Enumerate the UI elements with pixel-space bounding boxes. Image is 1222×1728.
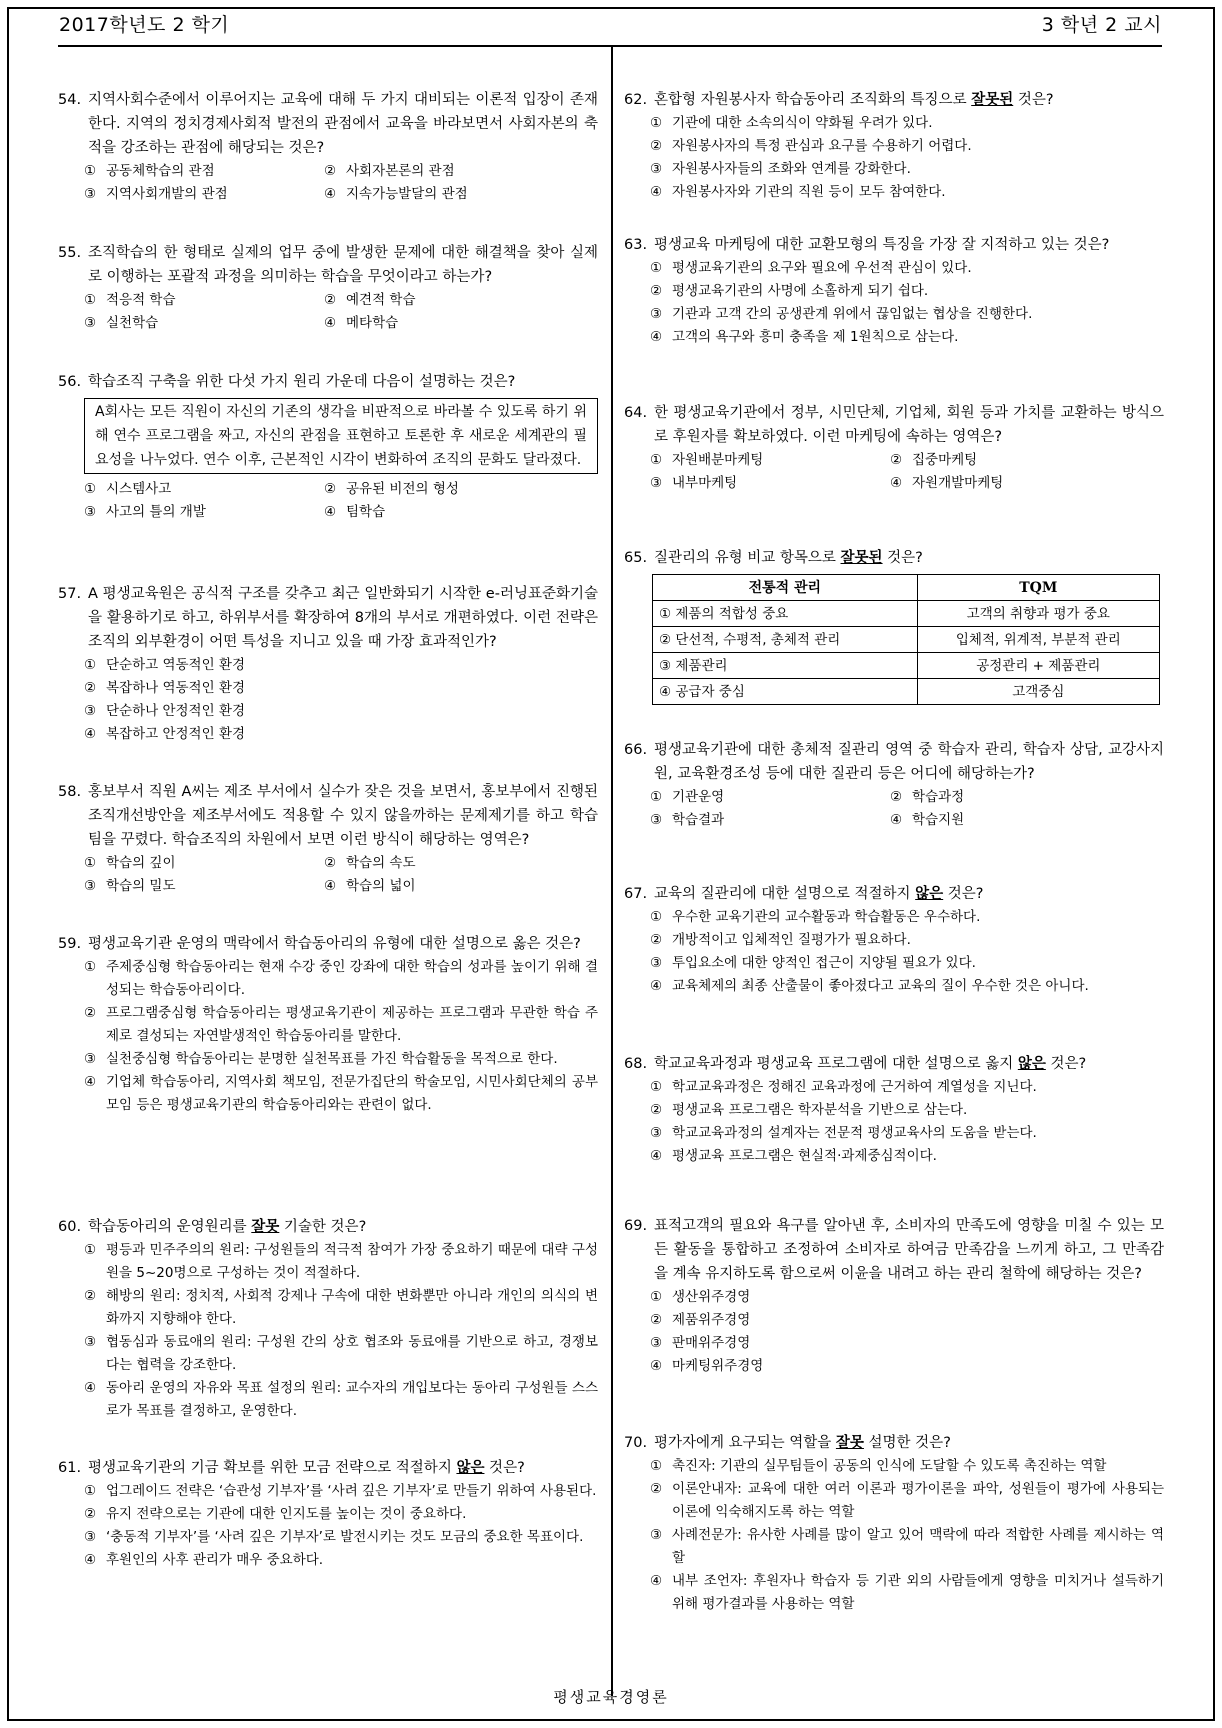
question-text: 표적고객의 필요와 욕구를 알아낸 후, 소비자의 만족도에 영향을 미칠 수 있는 모든 활동을 통합하고 조정하여 소비자로 하여금 만족감을 느끼게 하고, 그 만족감을 계속 유지하도록 함으로써 이윤을 내려고 하는 관리 철학에 해당하는 것은? (654, 1218, 1164, 1282)
option-1[interactable]: ① 기관운영 (650, 789, 725, 805)
option-3[interactable]: ③ 사례전문가: 유사한 사례를 많이 알고 있어 맥락에 따라 적합한 사례를 제시하는 역할 (650, 1527, 1164, 1566)
option-1[interactable]: ① 단순하고 역동적인 환경 (84, 657, 245, 673)
option-4[interactable]: ④ 지속가능발달의 관점 (324, 186, 468, 202)
question-text: 평생교육 마케팅에 대한 교환모형의 특징을 가장 잘 지적하고 있는 것은? (654, 237, 1110, 253)
question-60 (58, 1215, 598, 1423)
question-64 (624, 401, 1164, 495)
table-cell: ③ 제품관리 (653, 653, 918, 679)
option-4[interactable]: ④ 교육체제의 최종 산출물이 좋아졌다고 교육의 질이 우수한 것은 아니다. (650, 978, 1089, 994)
option-2[interactable]: ② 평생교육기관의 사명에 소홀하게 되기 쉽다. (650, 283, 929, 299)
question-number: 58. (58, 784, 82, 800)
option-3[interactable]: ③ 자원봉사자들의 조화와 연계를 강화한다. (650, 161, 911, 177)
option-4[interactable]: ④ 동아리 운영의 자유와 목표 설정의 원리: 교수자의 개입보다는 동아리 구성원들 스스로가 목표를 결정하고, 운영한다. (84, 1380, 598, 1419)
emphasis-underline: 잘못된 (840, 550, 883, 566)
option-4[interactable]: ④ 학습의 넓이 (324, 878, 416, 894)
emphasis-underline: 잘못된 (971, 92, 1014, 108)
table-row[interactable] (653, 627, 1160, 653)
question-text: 교육의 질관리에 대한 설명으로 적절하지 않은 것은? (654, 886, 984, 902)
option-2[interactable]: ② 학습과정 (890, 789, 965, 805)
option-2[interactable]: ② 유지 전략으로는 기관에 대한 인지도를 높이는 것이 중요하다. (84, 1506, 467, 1522)
question-text: 지역사회수준에서 이루어지는 교육에 대해 두 가지 대비되는 이론적 입장이 존재한다. 지역의 정치경제사회적 발전의 관점에서 교육을 바라보면서 사회자본의 축적을 강조하는 관점에 해당되는 것은? (88, 92, 598, 156)
header-year-semester: 2017학년도 2 학기 (59, 14, 230, 36)
question-69 (624, 1214, 1164, 1378)
option-1[interactable]: ① 시스템사고 (84, 481, 172, 497)
question-56 (58, 370, 598, 524)
option-3[interactable]: ③ 지역사회개발의 관점 (84, 186, 228, 202)
question-number: 70. (624, 1435, 648, 1451)
header-rule (58, 45, 1162, 47)
option-4[interactable]: ④ 평생교육 프로그램은 현실적·과제중심적이다. (650, 1148, 937, 1164)
option-4[interactable]: ④ 마케팅위주경영 (650, 1358, 764, 1374)
option-3[interactable]: ③ ‘충동적 기부자’를 ‘사려 깊은 기부자’로 발전시키는 것도 모금의 중요한 목표이다. (84, 1529, 584, 1545)
table-cell: ④ 공급자 중심 (653, 679, 918, 705)
table-row[interactable] (653, 653, 1160, 679)
option-1[interactable]: ① 적응적 학습 (84, 292, 176, 308)
option-3[interactable]: ③ 학교교육과정의 설계자는 전문적 평생교육사의 도움을 받는다. (650, 1125, 1037, 1141)
option-2[interactable]: ② 사회자본론의 관점 (324, 163, 455, 179)
option-1[interactable]: ① 생산위주경영 (650, 1289, 751, 1305)
option-3[interactable]: ③ 투입요소에 대한 양적인 접근이 지양될 필요가 있다. (650, 955, 976, 971)
option-3[interactable]: ③ 사고의 틀의 개발 (84, 504, 206, 520)
question-number: 61. (58, 1460, 82, 1476)
table-header-row (653, 575, 1160, 601)
question-57 (58, 582, 598, 746)
table-row[interactable] (653, 601, 1160, 627)
option-4[interactable]: ④ 메타학습 (324, 315, 399, 331)
question-number: 62. (624, 92, 648, 108)
header-grade-period: 3 학년 2 교시 (1041, 14, 1162, 36)
option-1[interactable]: ① 공동체학습의 관점 (84, 163, 215, 179)
options (650, 449, 1164, 495)
question-text: 학습조직 구축을 위한 다섯 가지 원리 가운데 다음이 설명하는 것은? (88, 374, 516, 390)
option-3[interactable]: ③ 실천학습 (84, 315, 159, 331)
question-text: 학습동아리의 운영원리를 잘못 기술한 것은? (88, 1219, 367, 1235)
question-number: 63. (624, 237, 648, 253)
question-number: 68. (624, 1056, 648, 1072)
option-3[interactable]: ③ 학습결과 (650, 812, 725, 828)
table-row[interactable] (653, 679, 1160, 705)
options (84, 289, 598, 335)
question-number: 65. (624, 550, 648, 566)
option-1[interactable]: ① 학습의 깊이 (84, 855, 176, 871)
comparison-table (652, 574, 1160, 705)
question-63 (624, 233, 1164, 349)
option-2[interactable]: ② 프로그램중심형 학습동아리는 평생교육기관이 제공하는 프로그램과 무관한 학습 주제로 결성되는 자연발생적인 학습동아리를 말한다. (84, 1005, 598, 1044)
option-4[interactable]: ④ 내부 조언자: 후원자나 학습자 등 기관 외의 사람들에게 영향을 미치거나 설득하기 위해 평가결과를 사용하는 역할 (650, 1573, 1164, 1612)
question-58 (58, 780, 598, 898)
options (84, 478, 598, 524)
option-4[interactable]: ④ 학습지원 (890, 812, 965, 828)
question-number: 56. (58, 374, 82, 390)
option-1[interactable]: ① 주제중심형 학습동아리는 현재 수강 중인 강좌에 대한 학습의 성과를 높이기 위해 결성되는 학습동아리이다. (84, 959, 598, 998)
options (84, 852, 598, 898)
table-header: TQM (917, 575, 1159, 601)
option-4[interactable]: ④ 고객의 욕구와 흥미 충족을 제 1원칙으로 삼는다. (650, 329, 959, 345)
option-2[interactable]: ② 개방적이고 입체적인 질평가가 필요하다. (650, 932, 911, 948)
column-divider (611, 46, 613, 1696)
option-4[interactable]: ④ 팀학습 (324, 504, 386, 520)
emphasis-underline: 않은 (456, 1460, 485, 1476)
question-text: A 평생교육원은 공식적 구조를 갖추고 최근 일반화되기 시작한 e-러닝표준화기술을 활용하기로 하고, 하위부서를 확장하여 8개의 부서로 개편하였다. 이런 전략은 조직의 외부환경이 어떤 특성을 지니고 있을 때 가장 효과적인가? (88, 586, 598, 650)
question-text: 한 평생교육기관에서 정부, 시민단체, 기업체, 회원 등과 가치를 교환하는 방식으로 후원자를 확보하였다. 이런 마케팅에 속하는 영역은? (654, 405, 1164, 445)
question-text: 혼합형 자원봉사자 학습동아리 조직화의 특징으로 잘못된 것은? (654, 92, 1054, 108)
question-number: 55. (58, 245, 82, 261)
question-text: 평생교육기관의 기금 확보를 위한 모금 전략으로 적절하지 않은 것은? (88, 1460, 525, 1476)
option-4[interactable]: ④ 기업체 학습동아리, 지역사회 책모임, 전문가집단의 학술모임, 시민사회단체의 공부모임 등은 평생교육기관의 학습동아리와는 관련이 없다. (84, 1074, 598, 1113)
question-text: 평생교육기관에 대한 총체적 질관리 영역 중 학습자 관리, 학습자 상담, 교강사지원, 교육환경조성 등에 대한 질관리 등은 어디에 해당하는가? (654, 742, 1164, 782)
emphasis-underline: 않은 (915, 886, 944, 902)
option-2[interactable]: ② 이론안내자: 교육에 대한 여러 이론과 평가이론을 파악, 성원들이 평가에 사용되는 이론에 익숙해지도록 하는 역할 (650, 1481, 1164, 1520)
option-1[interactable]: ① 평등과 민주주의의 원리: 구성원들의 적극적 참여가 가장 중요하기 때문에 대략 구성원을 5~20명으로 구성하는 것이 적절하다. (84, 1242, 598, 1281)
option-4[interactable]: ④ 자원개발마케팅 (890, 475, 1004, 491)
question-59 (58, 932, 598, 1117)
table-cell: 공정관리 + 제품관리 (917, 653, 1159, 679)
question-text: 평생교육기관 운영의 맥락에서 학습동아리의 유형에 대한 설명으로 옳은 것은? (88, 936, 581, 952)
option-4[interactable]: ④ 자원봉사자와 기관의 직원 등이 모두 참여한다. (650, 184, 946, 200)
option-3[interactable]: ③ 협동심과 동료애의 원리: 구성원 간의 상호 협조와 동료애를 기반으로 하고, 경쟁보다는 협력을 강조한다. (84, 1334, 598, 1373)
option-2[interactable]: ② 예견적 학습 (324, 292, 416, 308)
question-number: 66. (624, 742, 648, 758)
question-text: 학교교육과정과 평생교육 프로그램에 대한 설명으로 옳지 않은 것은? (654, 1056, 1087, 1072)
question-number: 59. (58, 936, 82, 952)
option-1[interactable]: ① 평생교육기관의 요구와 필요에 우선적 관심이 있다. (650, 260, 972, 276)
question-text: 질관리의 유형 비교 항목으로 잘못된 것은? (654, 550, 923, 566)
option-3[interactable]: ③ 학습의 밀도 (84, 878, 176, 894)
question-text: 홍보부서 직원 A씨는 제조 부서에서 실수가 잦은 것을 보면서, 홍보부에서 진행된 조직개선방안을 제조부서에도 적용할 수 있지 않을까하는 문제제기를 하고 학습팀을 꾸렸다. 학습조직의 차원에서 보면 이런 방식이 해당하는 영역은? (88, 784, 598, 848)
option-3[interactable]: ③ 실천중심형 학습동아리는 분명한 실천목표를 가진 학습활동을 목적으로 한다. (84, 1051, 558, 1067)
question-number: 67. (624, 886, 648, 902)
table-cell: ② 단선적, 수평적, 총체적 관리 (653, 627, 918, 653)
question-text: 평가자에게 요구되는 역할을 잘못 설명한 것은? (654, 1435, 951, 1451)
question-65 (624, 546, 1164, 705)
option-2[interactable]: ② 복잡하나 역동적인 환경 (84, 680, 245, 696)
option-2[interactable]: ② 제품위주경영 (650, 1312, 751, 1328)
option-3[interactable]: ③ 판매위주경영 (650, 1335, 751, 1351)
option-2[interactable]: ② 자원봉사자의 특정 관심과 요구를 수용하기 어렵다. (650, 138, 972, 154)
table-cell: ① 제품의 적합성 중요 (653, 601, 918, 627)
table-header: 전통적 관리 (653, 575, 918, 601)
question-61 (58, 1456, 598, 1572)
option-2[interactable]: ② 공유된 비전의 형성 (324, 481, 459, 497)
question-54 (58, 88, 598, 206)
option-3[interactable]: ③ 내부마케팅 (650, 475, 738, 491)
question-70 (624, 1431, 1164, 1616)
footer-subject: 평생교육경영론 (553, 1688, 669, 1706)
question-number: 69. (624, 1218, 648, 1234)
question-62 (624, 88, 1164, 204)
options (650, 786, 1164, 832)
options (84, 160, 598, 206)
scenario-box: A회사는 모든 직원이 자신의 기존의 생각을 비판적으로 바라볼 수 있도록 하기 위해 연수 프로그램을 짜고, 자신의 관점을 표현하고 토론한 후 새로운 세계관의 필요성을 나누었다. 연수 이후, 근본적인 시각이 변화하여 조직의 문화도 달라졌다. (84, 398, 598, 474)
option-1[interactable]: ① 자원배분마케팅 (650, 452, 764, 468)
option-4[interactable]: ④ 복잡하고 안정적인 환경 (84, 726, 245, 742)
option-1[interactable]: ① 학교교육과정은 정해진 교육과정에 근거하여 계열성을 지닌다. (650, 1079, 1037, 1095)
question-number: 64. (624, 405, 648, 421)
question-66 (624, 738, 1164, 832)
question-text: 조직학습의 한 형태로 실제의 업무 중에 발생한 문제에 대한 해결책을 찾아 실제로 이행하는 포괄적 과정을 의미하는 학습을 무엇이라고 하는가? (88, 245, 598, 285)
option-1[interactable]: ① 업그레이드 전략은 ‘습관성 기부자’를 ‘사려 깊은 기부자’로 만들기 위하여 사용된다. (84, 1483, 597, 1499)
option-2[interactable]: ② 집중마케팅 (890, 452, 978, 468)
table-cell: 입체적, 위계적, 부분적 관리 (917, 627, 1159, 653)
option-2[interactable]: ② 해방의 원리: 정치적, 사회적 강제나 구속에 대한 변화뿐만 아니라 개인의 의식의 변화까지 지향해야 한다. (84, 1288, 598, 1327)
question-number: 60. (58, 1219, 82, 1235)
question-number: 57. (58, 586, 82, 602)
option-1[interactable]: ① 기관에 대한 소속의식이 약화될 우려가 있다. (650, 115, 933, 131)
option-4[interactable]: ④ 후원인의 사후 관리가 매우 중요하다. (84, 1552, 324, 1568)
option-1[interactable]: ① 우수한 교육기관의 교수활동과 학습활동은 우수하다. (650, 909, 981, 925)
option-3[interactable]: ③ 기관과 고객 간의 공생관계 위에서 끊임없는 협상을 진행한다. (650, 306, 1033, 322)
option-3[interactable]: ③ 단순하나 안정적인 환경 (84, 703, 245, 719)
option-1[interactable]: ① 촉진자: 기관의 실무팀들이 공동의 인식에 도달할 수 있도록 촉진하는 역할 (650, 1458, 1107, 1474)
option-2[interactable]: ② 평생교육 프로그램은 학자분석을 기반으로 삼는다. (650, 1102, 968, 1118)
emphasis-underline: 잘못 (251, 1219, 280, 1235)
emphasis-underline: 잘못 (835, 1435, 864, 1451)
question-55 (58, 241, 598, 335)
question-67 (624, 882, 1164, 998)
question-number: 54. (58, 92, 82, 108)
table-cell: 고객중심 (917, 679, 1159, 705)
question-68 (624, 1052, 1164, 1168)
option-2[interactable]: ② 학습의 속도 (324, 855, 416, 871)
table-cell: 고객의 취향과 평가 중요 (917, 601, 1159, 627)
emphasis-underline: 않은 (1017, 1056, 1046, 1072)
